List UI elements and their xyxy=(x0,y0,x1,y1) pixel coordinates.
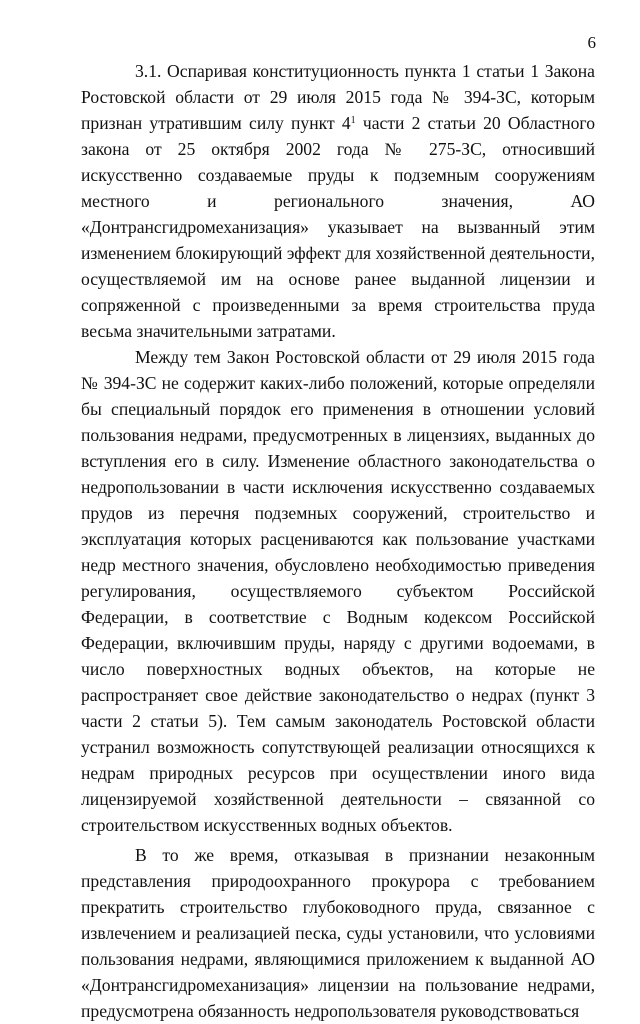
paragraph-law-content: Между тем Закон Ростовской области от 29 июля 2015 года № 394-ЗС не содержит каких-либо положений, которые определяли бы специальный порядок его применения в отношении условий пользования недрами, предусмотренных в лицензиях, выданных до вступления его в силу. Изменение областного законодательства о недропользовании в части исключения искусственно создаваемых прудов из перечня подземных сооружений, строительство и эксплуатация которых расцениваются как пользование участками недр местного значения, обусловлено необходимостью приведения регулирования, осуществляемого субъектом Российской Федерации, в соответствие с Водным кодексом Российской Федерации, включившим пруды, наряду с другими водоемами, в число поверхностных водных объектов, на которые не распространяет свое действие законодательство о недрах (пункт 3 части 2 статьи 5). Тем самым законодатель Ростовской области устранил возможность сопутствующей реализации относящихся к недрам природных ресурсов при осуществлении иного вида лицензируемой хозяйственной деятельности – связанной со строительством искусственных водных объектов. xyxy=(81,347,595,835)
superscript-index: 1 xyxy=(350,115,356,126)
paragraph-3-1-text-end: части 2 статьи 20 Областного закона от 25 октября 2002 года № 275-ЗС, относивший искусственно создаваемые пруды к подземным сооружениям местного и регионального значения, АО «Донтрансгидромеханизация» указывает на вызванный этим изменением блокирующий эффект для хозяйственной деятельности, осуществляемой им на основе ранее выданной лицензии и сопряженной с произведенными за время строительства пруда весьма значительными затратами. xyxy=(81,113,595,341)
paragraph-courts-findings: В то же время, отказывая в признании незаконным представления природоохранного прокурора с требованием прекратить строительство глубоководного пруда, связанное с извлечением и реализацией песка, суды установили, что условиями пользования недрами, являющимися приложением к выданной АО «Донтрансгидромеханизация» лицензии на пользование недрами, предусмотрена обязанность недропользователя руководствоваться xyxy=(81,845,595,1021)
paragraph-3-1 xyxy=(81,58,595,344)
page-number: 6 xyxy=(587,33,596,52)
document-body xyxy=(81,58,595,1024)
paragraph-3-1-text-start: 3.1. Оспаривая конституционность пункта 1 статьи 1 Закона Ростовской области от 29 июля 2015 года № 394-ЗС, которым признан утратившим силу пункт 4 xyxy=(81,61,595,133)
